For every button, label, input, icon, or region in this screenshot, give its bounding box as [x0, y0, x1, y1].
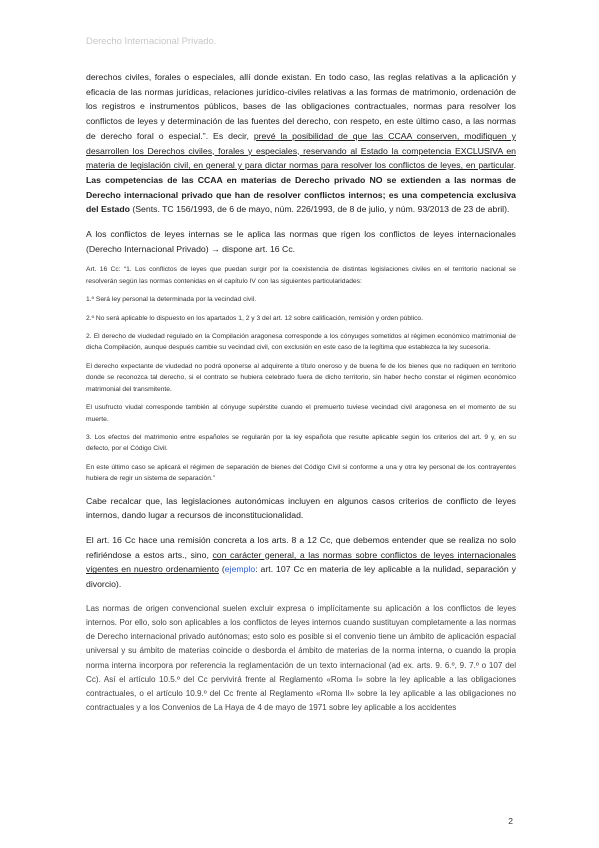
quote-art16-usufructo: El usufructo viudal corresponde también al cónyuge supérstite cuando el premuerto tuviese vecindad civil aragonesa en el momento de su muerte.: [86, 404, 516, 423]
running-header: Derecho Internacional Privado.: [86, 36, 217, 47]
quote-art16-intro: Art. 16 Cc: “1. Los conflictos de leyes que puedan surgir por la coexistencia de distintas legislaciones civiles en el territorio nacional se resolverán según las normas contenidas en el capítulo IV con las siguientes particularidades:: [86, 266, 516, 285]
page-body: [86, 70, 516, 715]
quote-art16-viudedad: 2. El derecho de viudedad regulado en la Compilación aragonesa corresponde a los cónyuges sometidos al régimen económico matrimonial de dicha Compilación, aunque después cambie su vecindad civil, con exclusión en este caso de la legítima que establezca la ley sucesoria.: [86, 333, 516, 352]
ejemplo-link[interactable]: ejemplo: [224, 564, 256, 575]
para4-underlined: con carácter general, a las normas sobre conflictos de leyes internacionales vigentes en nuestro ordenamiento: [86, 549, 517, 575]
quote-art16-expectante: El derecho expectante de viudedad no podrá oponerse al adquirente a título oneroso y de buena fe de los bienes que no radiquen en territorio donde se reconozca tal derecho, si el contrato se hubiera celebrado fuera de dicho territorio, sin haber hecho constar el régimen económico matrimonial del transmitente.: [86, 362, 516, 393]
paragraph-legislaciones-autonomicas: Cabe recalcar que, las legislaciones autonómicas incluyen en algunos casos criterios de conflicto de leyes internos, dando lugar a recursos de inconstitucionalidad.: [86, 495, 516, 521]
paragraph-remision: [86, 533, 516, 592]
quote-art16-separacion: En este último caso se aplicará el régimen de separación de bienes del Código Civil si conforme a una y otra ley personal de los contrayentes hubiera de regir un sistema de separación.”: [86, 463, 516, 483]
paragraph-normas-convencionales: Las normas de origen convencional suelen excluir expresa o implícitamente su aplicación a los conflictos de leyes internos. Por ello, solo son aplicables a los conflictos de leyes internos cuando sustituyan completamente a las normas de Derecho internacional privado autónomas; esto solo es posible si el convenio tiene un ámbito de aplicación espacial universal y su ámbito de materias coincide o desborda el ámbito de materias de la norma interna, o cuando la propia norma interna incorpora por referencia la reglamentación de un texto internacional (ad ex. arts. 9. 6.º, 9. 7.º o 107 del Cc). Así el artículo 10.5.º del Cc pervivirá frente al Reglamento «Roma I» sobre la ley aplicable a las obligaciones contractuales, o el artículo 10.9.º del Cc frente al Reglamento «Roma II» sobre la ley aplicable a las obligaciones no contractuales y a los Convenios de La Haya de 4 de mayo de 1971 sobre ley aplicable a los accidentes: [86, 603, 516, 713]
page-number: 2: [508, 816, 513, 826]
paragraph-competencias: [86, 70, 516, 217]
para1-text-1: derechos civiles, forales o especiales, allí donde existan. En todo caso, las reglas relativas a la aplicación y eficacia de las normas jurídicas, relaciones jurídico-civiles relativas a las formas de matrimonio, ordenación de los registros e instrumentos públicos, bases de las obligaciones contractuales, normas para resolver los conflictos de leyes y determinación de las fuentes del derecho, con respeto, en este último caso, a las normas de derecho foral o especial.”. Es decir,: [86, 72, 516, 141]
quote-art16-item-2: 2.º No será aplicable lo dispuesto en los apartados 1, 2 y 3 del art. 12 sobre calificación, remisión y orden público.: [86, 314, 424, 322]
paragraph-conflictos-internos: A los conflictos de leyes internas se le aplica las normas que rigen los conflictos de leyes internacionales (Derecho Internacional Privado) → dispone art. 16 Cc.: [86, 229, 516, 254]
para1-text-3: (Sents. TC 156/1993, de 6 de mayo, núm. 226/1993, de 8 de julio, y núm. 93/2013 de 23 de abril).: [129, 204, 510, 215]
para4-text-3: : art. 107 Cc en materia de ley aplicable a la nulidad, separación y divorcio).: [86, 564, 516, 590]
para4-text-2: (: [218, 564, 225, 575]
quote-art16-efectos: 3. Los efectos del matrimonio entre españoles se regularán por la ley española que resulte aplicable según los criterios del art. 9 y, en su defecto, por el Código Civil.: [86, 433, 516, 453]
para1-bold: Las competencias de las CCAA en materias de Derecho privado NO se extienden a las normas de Derecho internacional privado que han de resolver conflictos internos; es una competencia exclusiva del Estado: [86, 174, 516, 215]
para1-text-2: .: [513, 160, 516, 171]
quote-art16-item-1: 1.º Será ley personal la determinada por la vecindad civil.: [86, 296, 257, 304]
para4-text-1: El art. 16 Cc hace una remisión concreta a los arts. 8 a 12 Cc, que debemos entender que se realiza no solo refiriéndose a estos arts., sino,: [86, 534, 516, 560]
para1-underlined: prevé la posibilidad de que las CCAA conserven, modifiquen y desarrollen los Derechos civiles, forales y especiales, reservando al Estado la competencia EXCLUSIVA en materia de legislación civil, en general y para dictar normas para resolver los conflictos de leyes, en particular: [86, 130, 516, 171]
